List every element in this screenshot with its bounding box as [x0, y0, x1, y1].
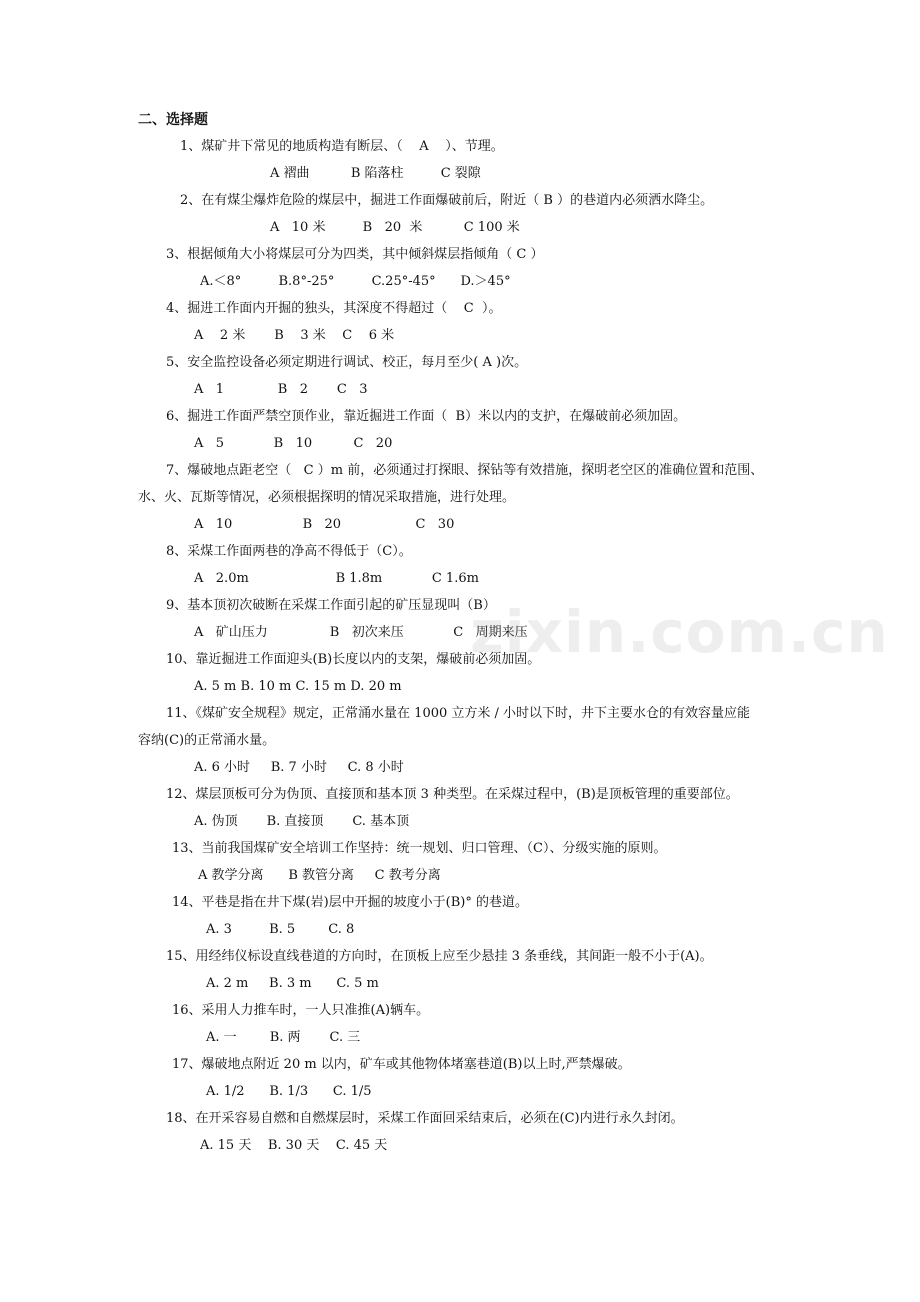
options-2: A 10 米 B 20 米 C 100 米: [270, 220, 520, 235]
question-9: 9、基本顶初次破断在采煤工作面引起的矿压显现叫（B）: [166, 598, 496, 613]
options-11: A. 6 小时 B. 7 小时 C. 8 小时: [194, 760, 404, 775]
section-title: 二、选择题: [138, 112, 208, 128]
question-8: 8、采煤工作面两巷的净高不得低于（C）。: [166, 544, 412, 559]
options-10: A. 5 m B. 10 m C. 15 m D. 20 m: [194, 679, 402, 694]
options-18: A. 15 天 B. 30 天 C. 45 天: [200, 1138, 388, 1153]
question-1: 1、煤矿井下常见的地质构造有断层、（ A ）、节理。: [180, 139, 504, 154]
options-12: A. 伪顶 B. 直接顶 C. 基本顶: [194, 814, 410, 829]
options-6: A 5 B 10 C 20: [194, 436, 393, 451]
options-13: A 教学分离 B 教管分离 C 教考分离: [198, 868, 441, 883]
question-11-continued: 容纳(C)的正常涌水量。: [138, 733, 276, 748]
options-17: A. 1/2 B. 1/3 C. 1/5: [206, 1084, 372, 1099]
question-3: 3、根据倾角大小将煤层可分为四类，其中倾斜煤层指倾角（ C ）: [166, 247, 544, 262]
question-14: 14、平巷是指在井下煤(岩)层中开掘的坡度小于(B)° 的巷道。: [172, 895, 529, 910]
question-5: 5、安全监控设备必须定期进行调试、校正，每月至少( A )次。: [166, 355, 528, 370]
question-2: 2、在有煤尘爆炸危险的煤层中，掘进工作面爆破前后，附近（ B ）的巷道内必须洒水降尘。: [180, 193, 714, 208]
question-11: 11、《煤矿安全规程》规定，正常涌水量在 1000 立方米 / 小时以下时，井下主要水仓的有效容量应能: [166, 706, 751, 721]
options-8: A 2.0m B 1.8m C 1.6m: [194, 571, 479, 586]
options-9: A 矿山压力 B 初次来压 C 周期来压: [194, 625, 528, 640]
question-13: 13、当前我国煤矿安全培训工作坚持：统一规划、归口管理、（C）、分级实施的原则。: [172, 841, 667, 856]
options-4: A 2 米 B 3 米 C 6 米: [194, 328, 395, 343]
options-7: A 10 B 20 C 30: [194, 517, 455, 532]
options-1: A 褶曲 B 陷落柱 C 裂隙: [270, 166, 481, 181]
watermark-text: zixin.com.cn: [470, 598, 889, 666]
options-5: A 1 B 2 C 3: [194, 382, 368, 397]
options-16: A. 一 B. 两 C. 三: [206, 1030, 361, 1045]
question-18: 18、在开采容易自燃和自燃煤层时，采煤工作面回采结束后，必须在(C)内进行永久封闭。: [166, 1111, 684, 1126]
question-12: 12、煤层顶板可分为伪顶、直接顶和基本顶 3 种类型。在采煤过程中，(B)是顶板管理的重要部位。: [166, 787, 739, 802]
question-17: 17、爆破地点附近 20 m 以内，矿车或其他物体堵塞巷道(B)以上时,严禁爆破。: [172, 1057, 631, 1072]
question-6: 6、掘进工作面严禁空顶作业，靠近掘进工作面（ B）米以内的支护，在爆破前必须加固。: [166, 409, 687, 424]
question-7: 7、爆破地点距老空（ C ）m 前，必须通过打探眼、探钻等有效措施，探明老空区的准确位置和范围、: [166, 463, 764, 478]
question-16: 16、采用人力推车时，一人只准推(A)辆车。: [172, 1003, 430, 1018]
question-10: 10、靠近掘进工作面迎头(B)长度以内的支架，爆破前必须加固。: [166, 652, 541, 667]
question-15: 15、用经纬仪标设直线巷道的方向时，在顶板上应至少悬挂 3 条垂线，其间距一般不小于(A)。: [166, 949, 713, 964]
options-3: A.＜8° B.8°-25° C.25°-45° D.＞45°: [200, 274, 511, 289]
question-4: 4、掘进工作面内开掘的独头，其深度不得超过（ C ）。: [166, 301, 502, 316]
options-14: A. 3 B. 5 C. 8: [206, 922, 355, 937]
question-7-continued: 水、火、瓦斯等情况，必须根据探明的情况采取措施，进行处理。: [138, 490, 516, 505]
options-15: A. 2 m B. 3 m C. 5 m: [206, 976, 379, 991]
